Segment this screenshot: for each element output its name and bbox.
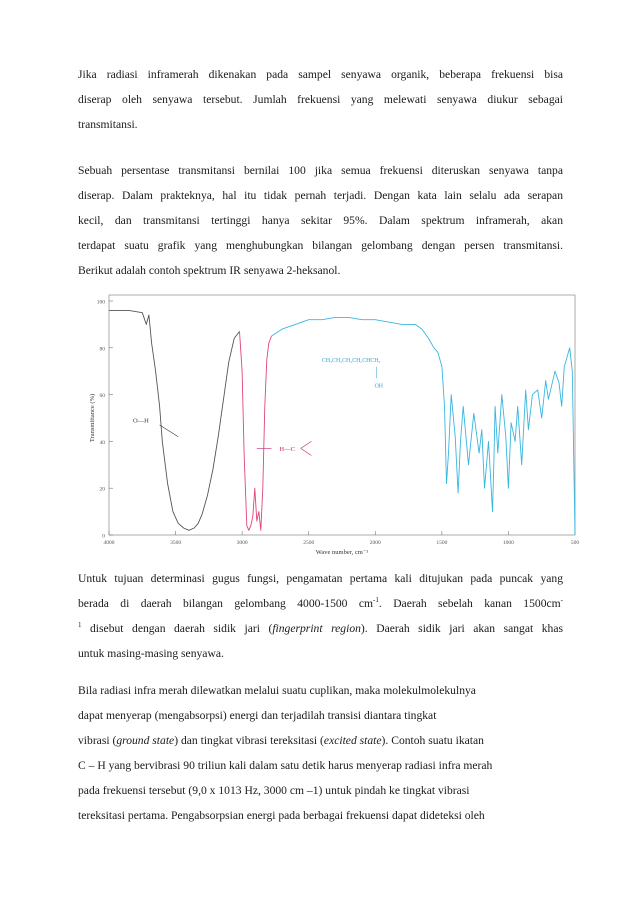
p1-line-2: diserap oleh senyawa tersebut. Jumlah frekuensi yang melewati senyawa diukur sebagai [78, 93, 563, 106]
p1-line-1: Jika radiasi inframerah dikenakan pada sampel senyawa organik, beberapa frekuensi bisa [78, 68, 563, 81]
paragraph-3 [78, 566, 563, 666]
ch-bond-1 [301, 441, 312, 448]
p2-line-5: Berikut adalah contoh spektrum IR senyawa 2-heksanol. [78, 264, 341, 277]
formula-annotation: CH₃CH₂CH₂CH₂CHCH₃ [322, 357, 381, 364]
oh-arrow [160, 425, 179, 437]
p4-line-2: dapat menyerap (mengabsorpsi) energi dan terjadilah transisi diantara tingkat [78, 709, 437, 722]
paragraph-2 [78, 158, 563, 283]
p3-sup-3: 1 [78, 621, 82, 630]
ch-annotation: H—C [279, 445, 295, 453]
y-tick-label: 60 [99, 393, 105, 400]
p3-sup-2: - [560, 596, 563, 605]
p2-line-1: Sebuah persentase transmitansi bernilai 100 jika semua frekuensi diteruskan senyawa tanpa [78, 164, 563, 177]
p3-line-4: untuk masing-masing senyawa. [78, 647, 224, 660]
x-axis-label: Wave number, cm⁻¹ [315, 549, 369, 556]
y-tick-label: 80 [99, 346, 105, 353]
x-tick-label: 3000 [236, 540, 248, 546]
p2-line-2: diserap. Dalam prakteknya, hal itu tidak pernah terjadi. Dengan kata lain selalu ada serapan [78, 189, 563, 202]
spectrum-series-1 [240, 331, 272, 530]
x-tick-label: 2000 [369, 540, 381, 546]
p3-line-3-a: disebut dengan daerah sidik jari ( [81, 622, 273, 635]
y-tick-label: 40 [99, 439, 105, 446]
x-tick-label: 1500 [436, 540, 448, 546]
x-tick-label: 2500 [303, 540, 315, 546]
p4-line-3 [78, 728, 563, 753]
paragraph-4 [78, 678, 563, 828]
p4-line-4: C – H yang bervibrasi 90 triliun kali dalam satu detik harus menyerap radiasi infra merah [78, 759, 493, 772]
p4-line-3-c: ). Contoh suatu ikatan [381, 734, 484, 747]
p3-line-1: Untuk tujuan determinasi gugus fungsi, pengamatan pertama kali ditujukan pada puncak yang [78, 572, 563, 585]
p4-ground-state: ground state [116, 734, 175, 747]
p3-line-2-b: . Daerah sebelah kanan 1500cm [378, 597, 561, 610]
y-tick-label: 0 [102, 533, 105, 540]
p3-line-3-b: ). Daerah sidik jari akan sangat khas [360, 622, 563, 635]
paragraph-1 [78, 62, 563, 137]
x-tick-label: 500 [570, 540, 580, 546]
p2-line-3: kecil, dan transmitansi tertinggi hanya sekitar 95%. Dalam spektrum inframerah, akan [78, 214, 563, 227]
x-tick-label: 3500 [170, 540, 182, 546]
ir-spectrum-figure [85, 287, 590, 557]
p4-line-5: pada frekuensi tersebut (9,0 x 1013 Hz, 3000 cm –1) untuk pindah ke tingkat vibrasi [78, 784, 470, 797]
y-tick-label: 20 [99, 486, 105, 493]
p3-sup-1: -1 [373, 596, 379, 605]
p2-line-4: terdapat suatu grafik yang menghubungkan bilangan gelombang dengan persen transmitansi. [78, 239, 563, 252]
p4-line-3-a: vibrasi ( [78, 734, 117, 747]
x-tick-label: 4000 [103, 540, 115, 546]
plot-frame [109, 295, 575, 535]
x-tick-label: 1000 [502, 540, 514, 546]
ch-bond-2 [301, 448, 312, 455]
p3-line-2 [78, 591, 563, 616]
p3-line-2-a: berada di daerah bilangan gelombang 4000-1500 cm [78, 597, 374, 610]
p4-line-1: Bila radiasi infra merah dilewatkan melalui suatu cuplikan, maka molekulmolekulnya [78, 684, 476, 697]
p3-fingerprint-term: fingerprint region [272, 622, 361, 635]
oh-annotation: O—H [132, 417, 149, 425]
p4-line-6: tereksitasi pertama. Pengabsorpsian energi pada berbagai frekuensi dapat dideteksi oleh [78, 809, 485, 822]
spectrum-series-0 [109, 310, 240, 530]
ir-spectrum-chart [85, 287, 590, 557]
y-tick-label: 100 [96, 299, 105, 306]
spectrum-series-2 [271, 317, 575, 535]
p4-excited-state: excited state [323, 734, 382, 747]
formula-oh: OH [374, 383, 383, 390]
y-axis-label: Transmittance (%) [89, 393, 96, 443]
p3-line-3 [78, 616, 563, 641]
p4-line-3-b: ) dan tingkat vibrasi tereksitasi ( [174, 734, 324, 747]
p1-line-3: transmitansi. [78, 118, 138, 131]
